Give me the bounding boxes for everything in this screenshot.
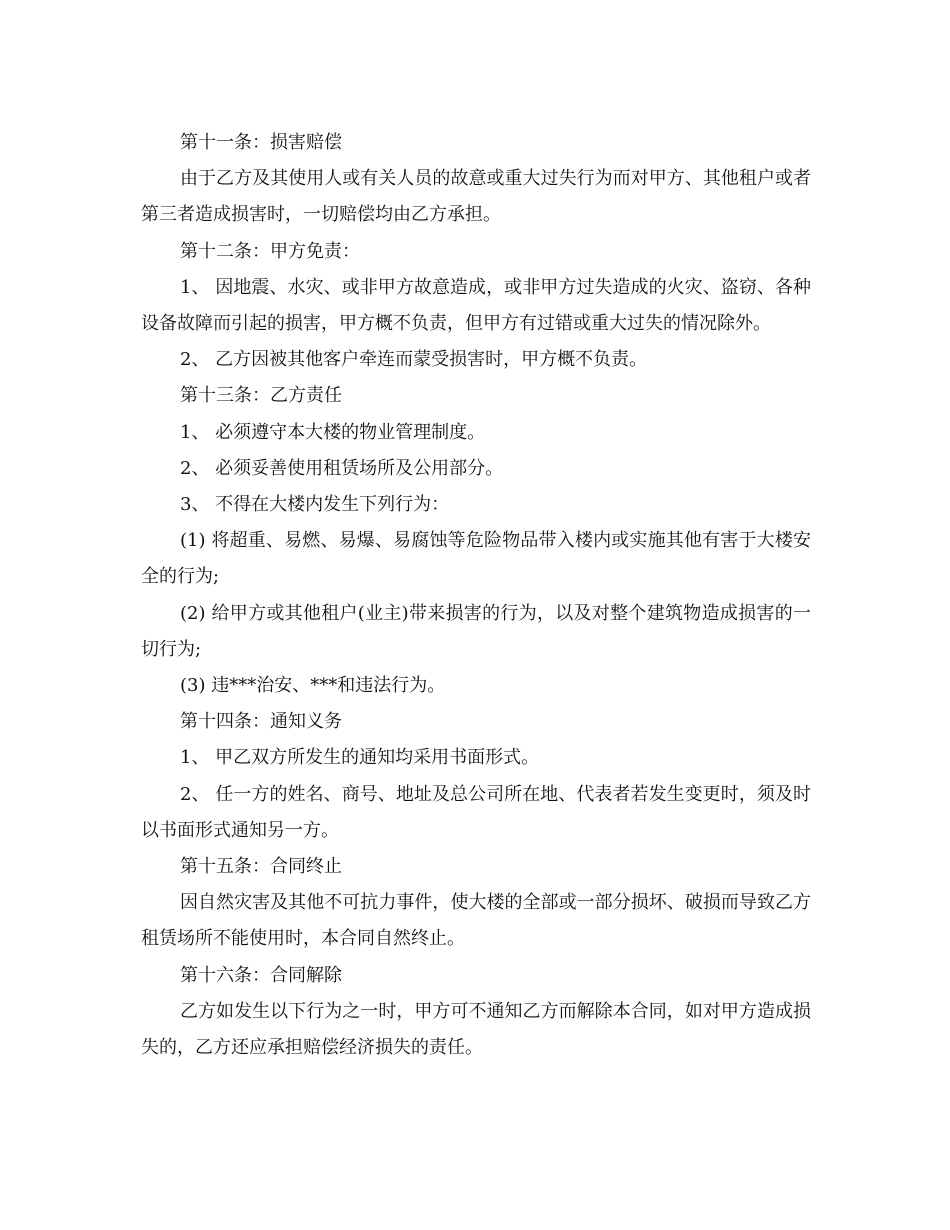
article-13-subitem-1: (1) 将超重、易燃、易爆、易腐蚀等危险物品带入楼内或实施其他有害于大楼安全的行为; — [141, 530, 811, 588]
article-16-heading: 第十六条：合同解除 — [180, 964, 342, 986]
article-15-heading: 第十五条：合同终止 — [180, 856, 342, 878]
article-16-text: 乙方如发生以下行为之一时，甲方可不通知乙方而解除本合同，如对甲方造成损失的，乙方还应承担赔偿经济损失的责任。 — [141, 1000, 811, 1059]
article-11-text: 由于乙方及其使用人或有关人员的故意或重大过失行为而对甲方、其他租户或者第三者造成损害时，一切赔偿均由乙方承担。 — [141, 168, 811, 226]
article-12-heading: 第十二条：甲方免责： — [180, 240, 360, 262]
article-14-heading: 第十四条：通知义务 — [180, 711, 342, 733]
article-12-item-2: 2、 乙方因被其他客户牵连而蒙受损害时，甲方概不负责。 — [180, 349, 648, 371]
article-13-subitem-3: (3) 违***治安、***和违法行为。 — [180, 675, 446, 697]
article-13-heading: 第十三条：乙方责任 — [180, 385, 342, 407]
article-13-item-1: 1、 必须遵守本大楼的物业管理制度。 — [180, 421, 486, 443]
article-14-item-1: 1、 甲乙双方所发生的通知均采用书面形式。 — [180, 747, 540, 769]
article-13-item-3: 3、 不得在大楼内发生下列行为： — [180, 494, 450, 516]
article-13-subitem-2: (2) 给甲方或其他租户(业主)带来损害的行为，以及对整个建筑物造成损害的一切行为; — [141, 602, 811, 660]
article-13-item-2: 2、 必须妥善使用租赁场所及公用部分。 — [180, 457, 504, 479]
article-12-item-1: 1、 因地震、水灾、或非甲方故意造成，或非甲方过失造成的火灾、盗窃、各种设备故障而引起的损害，甲方概不负责，但甲方有过错或重大过失的情况除外。 — [141, 276, 811, 335]
document-body — [141, 125, 811, 1066]
article-11-heading: 第十一条：损害赔偿 — [180, 132, 342, 153]
article-15-text: 因自然灾害及其他不可抗力事件，使大楼的全部或一部分损坏、破损而导致乙方租赁场所不能使用时，本合同自然终止。 — [141, 892, 811, 950]
article-14-item-2: 2、 任一方的姓名、商号、地址及总公司所在地、代表者若发生变更时，须及时以书面形式通知另一方。 — [141, 783, 811, 841]
